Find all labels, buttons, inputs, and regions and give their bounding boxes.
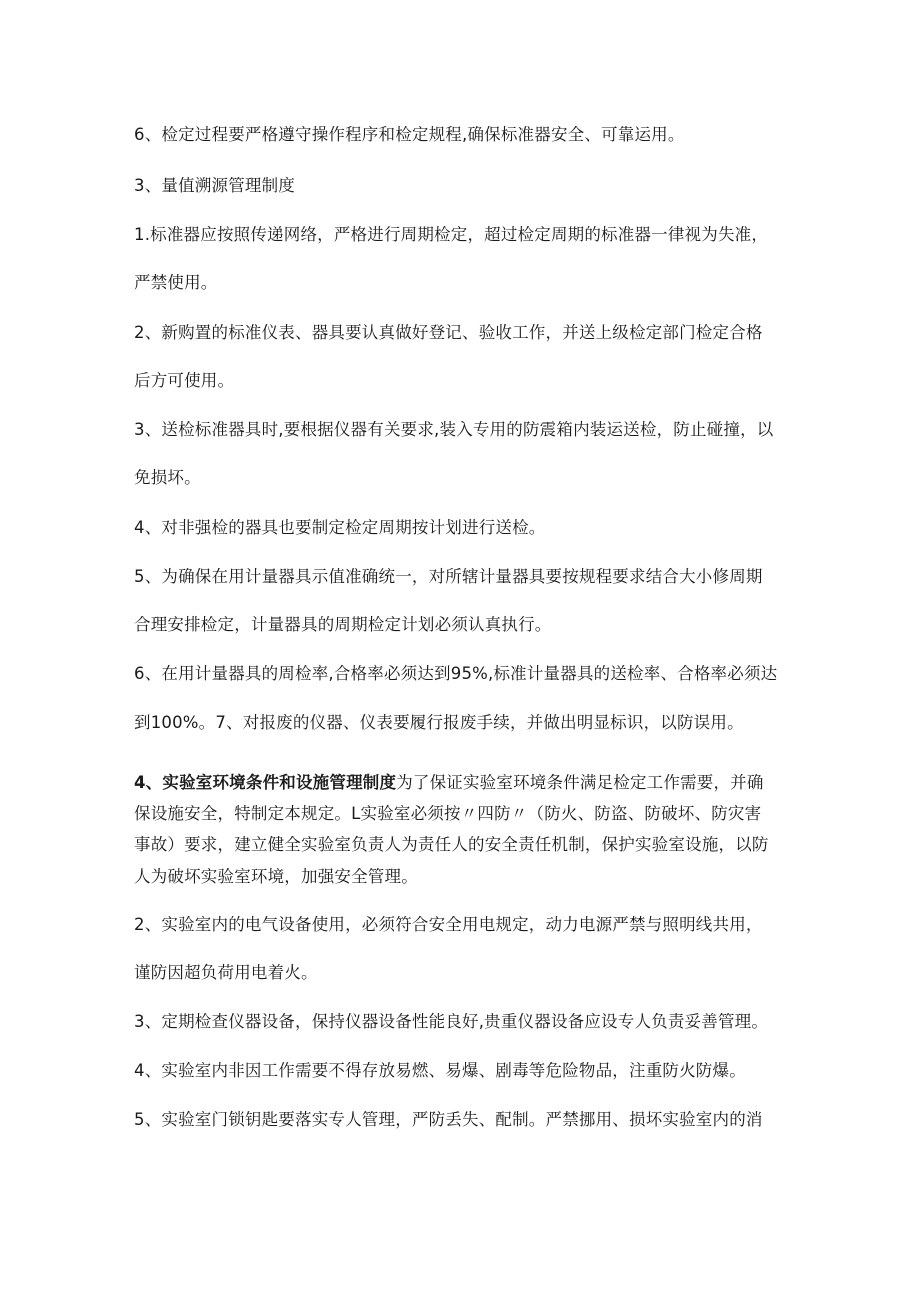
text-line: 6、在用计量器具的周检率,合格率必须达到95%,标准计量器具的送检率、合格率必须达 <box>134 664 778 683</box>
text-line: 保设施安全，特制定本规定。L实验室必须按〃四防〃（防火、防盗、防破坏、防灾害 <box>134 804 762 823</box>
section-4-intro: 为了保证实验室环境条件满足检定工作需要，并确 <box>396 773 764 792</box>
text-line: 1.标准器应按照传递网络，严格进行周期检定，超过检定周期的标准器一律视为失准， <box>134 225 769 244</box>
text-line: 后方可使用。 <box>134 371 235 390</box>
text-line: 3、送检标准器具时,要根据仪器有关要求,装入专用的防震箱内装运送检，防止碰撞，以 <box>134 420 774 439</box>
text-line: 合理安排检定，计量器具的周期检定计划必须认真执行。 <box>134 615 552 634</box>
text-line: 免损坏。 <box>134 468 201 487</box>
text-line: 5、为确保在用计量器具示值准确统一，对所辖计量器具要按规程要求结合大小修周期 <box>134 567 763 586</box>
text-line: 5、实验室门锁钥匙要落实专人管理，严防丢失、配制。严禁挪用、损坏实验室内的消 <box>134 1110 763 1129</box>
section-4-heading: 4、实验室环境条件和设施管理制度 <box>134 773 397 792</box>
text-line: 4、实验室内非因工作需要不得存放易燃、易爆、剧毒等危险物品，注重防火防爆。 <box>134 1061 746 1080</box>
text-line: 严禁使用。 <box>134 273 218 292</box>
text-line: 到100%。7、对报废的仪器、仪表要履行报废手续，并做出明显标识，以防误用。 <box>134 713 744 732</box>
text-line: 谨防因超负荷用电着火。 <box>134 963 318 982</box>
section-heading: 3、量值溯源管理制度 <box>134 176 295 195</box>
text-line: 事故）要求，建立健全实验室负责人为责任人的安全责任机制，保护实验室设施，以防 <box>134 835 769 854</box>
text-line: 2、新购置的标准仪表、器具要认真做好登记、验收工作，并送上级检定部门检定合格 <box>134 323 763 342</box>
text-line: 人为破坏实验室环境，加强安全管理。 <box>134 867 418 886</box>
text-line: 4、对非强检的器具也要制定检定周期按计划进行送检。 <box>134 518 546 537</box>
text-line: 6、检定过程要严格遵守操作程序和检定规程,确保标准器安全、可靠运用。 <box>134 125 685 144</box>
section-4-first-line <box>134 772 794 794</box>
text-line: 2、实验室内的电气设备使用，必须符合安全用电规定，动力电源严禁与照明线共用， <box>134 915 763 934</box>
text-line: 3、定期检查仪器设备，保持仪器设备性能良好,贵重仪器设备应设专人负责妥善管理。 <box>134 1012 769 1031</box>
